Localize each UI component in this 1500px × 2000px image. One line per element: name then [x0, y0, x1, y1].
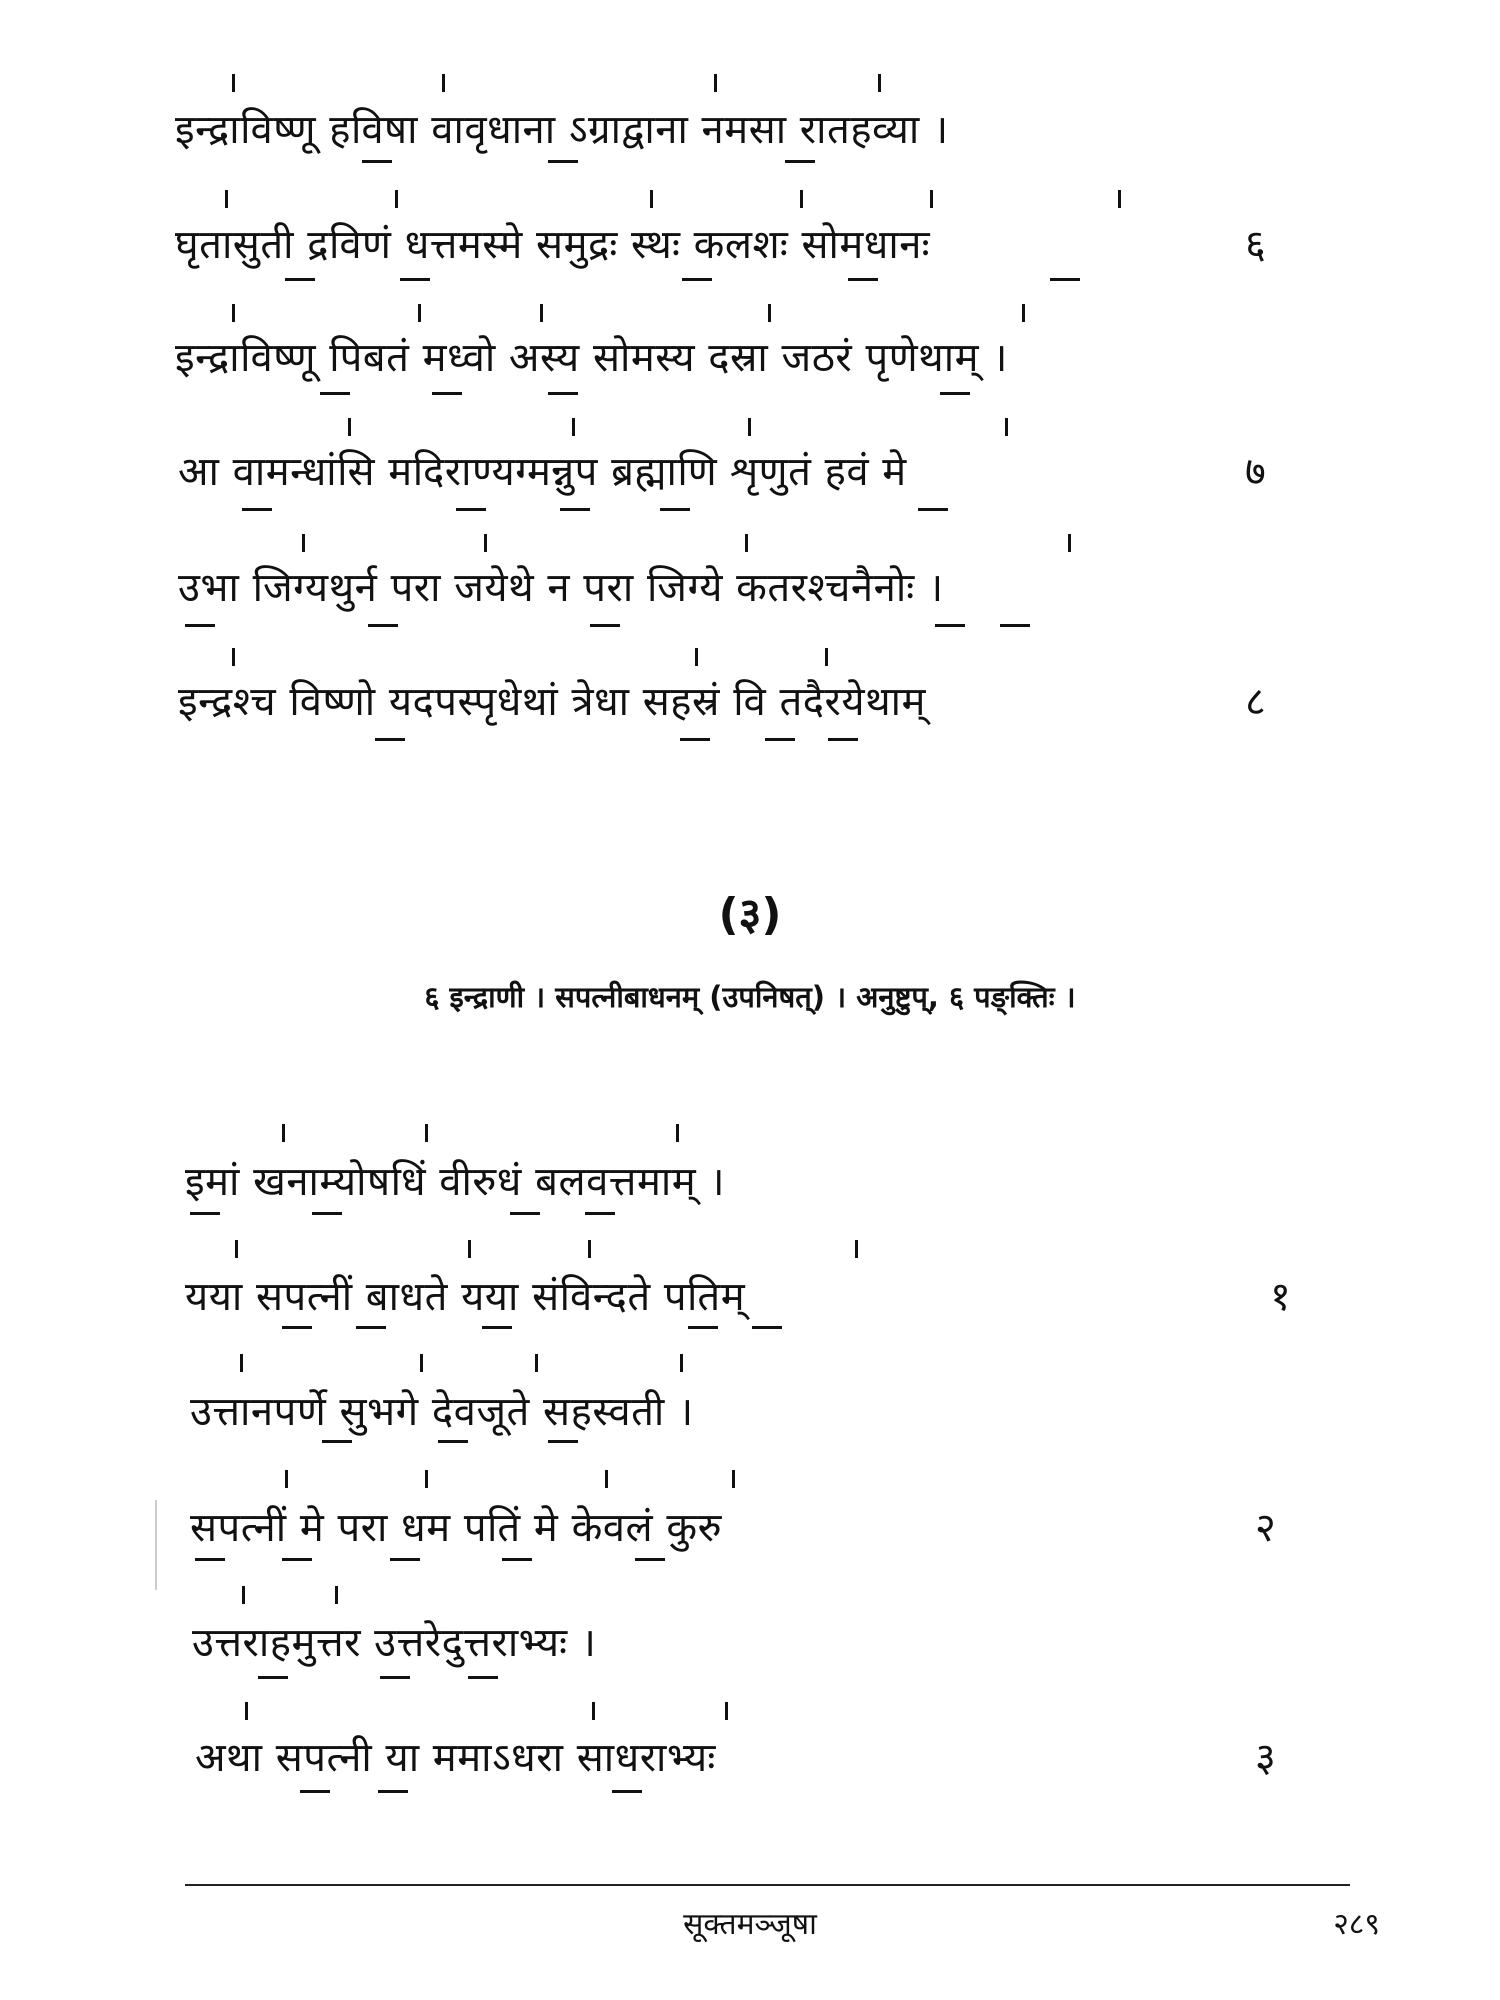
udatta-mark — [855, 1240, 858, 1258]
verse-line — [0, 1142, 1500, 1222]
verse-text: घृतासुती द्रविणं धत्तमस्मे समुद्रः स्थः कलशः सोमधानः — [175, 222, 931, 268]
verse-text: इमां खनाम्योषधिं वीरुधं बलवत्तमाम् । — [185, 1159, 726, 1205]
verse-line — [0, 1718, 1500, 1798]
verse-number: ८ — [1245, 679, 1266, 725]
verse-line — [0, 432, 1500, 512]
udatta-mark — [335, 1586, 338, 1604]
udatta-mark — [425, 1124, 428, 1142]
verse-number: १ — [1270, 1274, 1291, 1320]
verse-text: सपत्नीं मे परा धम पतिं मे केवलं कुरु — [190, 1505, 723, 1551]
verse-text: उत्तानपर्णे सुभगे देवजूते सहस्वती । — [190, 1389, 694, 1435]
verse-line — [0, 1257, 1500, 1337]
verse-line — [0, 1372, 1500, 1452]
scan-artifact — [155, 1500, 157, 1590]
udatta-mark — [282, 1124, 285, 1142]
verse-text: उभा जिग्यथुर्न परा जयेथे न परा जिग्ये कतरश्चनैनोः । — [178, 565, 944, 611]
page-number: २८९ — [1333, 1907, 1380, 1942]
verse-number: २ — [1255, 1505, 1276, 1551]
footer-rule — [185, 1884, 1350, 1886]
section-number: (३) — [718, 889, 782, 940]
verse-line — [0, 1603, 1500, 1683]
udatta-mark — [242, 1586, 245, 1604]
section-header: ६ इन्द्राणी । सपत्नीबाधनम् (उपनिषत्) । अनुष्टुप्, ६ पङ्क्तिः । — [424, 980, 1076, 1014]
verse-text: यया सपत्नीं बाधते यया संविन्दते पतिम् — [185, 1274, 746, 1320]
udatta-mark — [235, 1240, 238, 1258]
udatta-mark — [605, 1470, 608, 1488]
udatta-mark — [285, 1470, 288, 1488]
verse-line — [0, 1488, 1500, 1568]
udatta-mark — [676, 1124, 679, 1142]
udatta-mark — [588, 1240, 591, 1258]
udatta-mark — [535, 1354, 538, 1372]
udatta-mark — [468, 1240, 471, 1258]
verse-text: इन्द्राविष्णू पिबतं मध्वो अस्य सोमस्य दस्रा जठरं पृणेथाम् । — [175, 335, 1008, 381]
verse-number: ७ — [1245, 449, 1266, 495]
udatta-mark — [680, 1354, 683, 1372]
verse-text: इन्द्रश्च विष्णो यदपस्पृधेथां त्रेधा सहस्रं वि तदैरयेथाम् — [178, 679, 926, 725]
verse-number: ६ — [1245, 222, 1266, 268]
udatta-mark — [240, 1354, 243, 1372]
verse-line — [0, 662, 1500, 742]
verse-text: इन्द्राविष्णू हविषा वावृधाना ऽग्राद्वाना नमसा रातहव्या । — [175, 107, 949, 153]
verse-text: उत्तराहमुत्तर उत्तरेदुत्तराभ्यः । — [192, 1620, 597, 1666]
verse-number: ३ — [1255, 1735, 1276, 1781]
verse-line — [0, 318, 1500, 398]
udatta-mark — [732, 1470, 735, 1488]
udatta-mark — [420, 1354, 423, 1372]
verse-line — [0, 548, 1500, 628]
verse-text: आ वामन्धांसि मदिराण्यग्मन्नुप ब्रह्माणि शृणुतं हवं मे — [178, 449, 907, 495]
verse-line — [0, 205, 1500, 285]
udatta-mark — [425, 1470, 428, 1488]
verse-text: अथा सपत्नी या ममाऽधरा साधराभ्यः — [195, 1735, 716, 1781]
book-title: सूक्तमञ्जूषा — [683, 1907, 817, 1942]
verse-line — [0, 90, 1500, 170]
